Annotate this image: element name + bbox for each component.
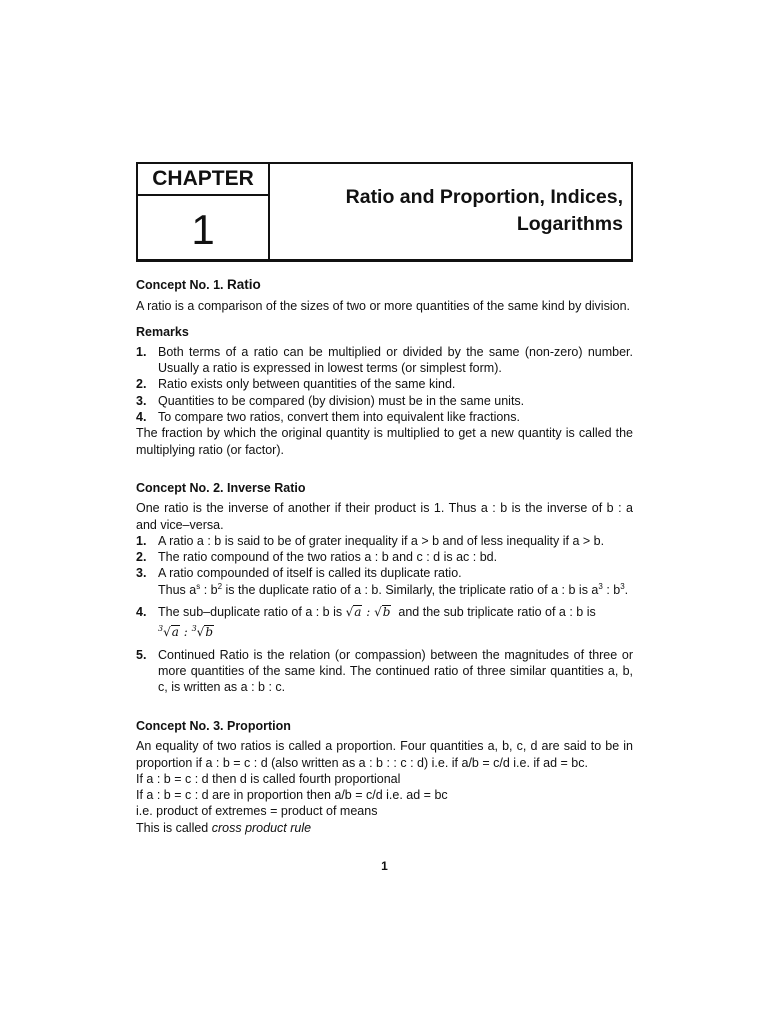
list-item: 1. A ratio a : b is said to be of grater inequality if a > b and of less inequality if a > b.: [136, 533, 605, 548]
sqrt-a-over-sqrt-b-formula: √a : √b: [345, 605, 391, 620]
concept3-line: If a : b = c : d then d is called fourth proportional: [136, 771, 401, 786]
cube-root-formula: $^3$√a : $^3$√b: [158, 624, 214, 640]
list-item: 2. The ratio compound of the two ratios a : b and c : d is ac : bd.: [136, 550, 498, 565]
concept2-heading: Concept No. 2. Inverse Ratio: [136, 481, 306, 495]
concept1-section: [136, 277, 633, 458]
concept1-name: Ratio: [227, 277, 261, 292]
concept3-heading: Concept No. 3. Proportion: [136, 719, 291, 733]
chapter-box: [136, 164, 270, 259]
remarks-list: [136, 344, 633, 425]
page-number: 1: [381, 859, 388, 873]
list-item: 3. A ratio compounded of itself is called its duplicate ratio. Thus $a^s$ : $b^2$ is the duplicate ratio of a : b. Similarly, the triplicate ratio of a : b is $a^3$ : $b^3$.: [136, 566, 629, 597]
concept1-heading: [136, 277, 633, 293]
chapter-title-line1: Ratio and Proportion, Indices,: [345, 186, 623, 208]
remarks-heading: Remarks: [136, 324, 189, 339]
list-item: 4. The sub–duplicate ratio of a : b is √a : √b and the sub triplicate ratio of a : b is $^3$√a : $^3$√b: [136, 605, 596, 640]
chapter-title: [283, 184, 623, 238]
list-item: 3. Quantities to be compared (by division) must be in the same units.: [136, 393, 525, 408]
concept3-line: If a : b = c : d are in proportion then a/b = c/d i.e. ad = bc: [136, 788, 448, 803]
concept3-line: An equality of two ratios is called a proportion. Four quantities a, b, c, d are said to be in proportion if a : b = c : d (also written as a : b : : c : d) i.e. if a/b = c/d i.e. if ad = bc.: [136, 739, 633, 770]
concept3-line: This is called cross product rule: [136, 820, 312, 835]
page: [136, 162, 633, 873]
list-item: 2. Ratio exists only between quantities of the same kind.: [136, 377, 456, 392]
concept2-intro: One ratio is the inverse of another if their product is 1. Thus a : b is the inverse of b : a and vice–versa.: [136, 501, 633, 532]
concept3-line: i.e. product of extremes = product of means: [136, 804, 378, 819]
concept1-closing: The fraction by which the original quantity is multiplied to get a new quantity is called the multiplying ratio (or factor).: [136, 426, 633, 457]
list-item: 1. Both terms of a ratio can be multiplied or divided by the same (non-zero) number. Usually a ratio is expressed in lowest terms (or simplest form).: [136, 344, 633, 376]
list-item: 5. Continued Ratio is the relation (or compassion) between the magnitudes of three or more quantities of the same kind. The continued ratio of three similar quantities a, b, c, is written as a : b : c.: [136, 647, 633, 695]
chapter-title-line2: Logarithms: [516, 213, 623, 235]
concept2-list: [136, 533, 633, 696]
chapter-header: [136, 162, 633, 262]
concept2-section: [136, 480, 633, 696]
chapter-number: 1: [191, 206, 215, 253]
concept3-section: [136, 718, 633, 836]
concept1-definition: A ratio is a comparison of the sizes of two or more quantities of the same kind by division.: [136, 299, 630, 314]
concept1-prefix: Concept No. 1.: [136, 278, 224, 292]
list-item: 4. To compare two ratios, convert them into equivalent like fractions.: [136, 410, 520, 425]
chapter-label: CHAPTER: [138, 164, 268, 196]
